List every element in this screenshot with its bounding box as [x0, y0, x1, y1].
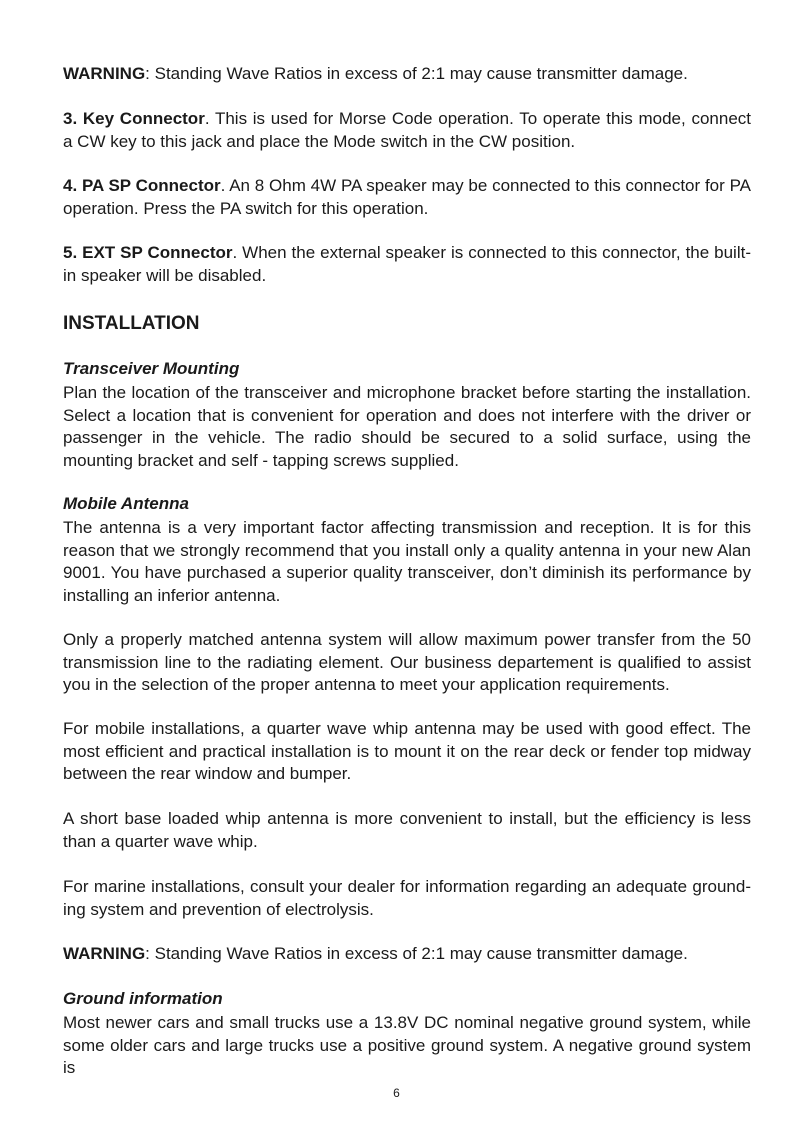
- mobile-antenna-paragraph-3: For mobile installations, a quarter wave whip antenna may be used with good effect. The most efficient and practical installation is to mount it on the rear deck or fender top midway between the rear window and bumper.: [63, 719, 751, 783]
- ext-sp-connector-label: 5. EXT SP Connector: [63, 243, 233, 262]
- warning-top: [63, 63, 751, 86]
- mobile-antenna-paragraph-2: Only a properly matched antenna system will allow maximum power transfer from the 50 transmission line to the radiating element. Our business departement is qualified to assist you in the selection of the proper antenna to meet your application requirements.: [63, 630, 751, 694]
- warning-label: WARNING: [63, 64, 146, 83]
- pa-sp-connector-label: 4. PA SP Connector: [63, 176, 221, 195]
- key-connector-label: 3. Key Connector: [63, 109, 205, 128]
- key-connector-text: . This is used for Morse Code operation. To operate this mode, connect a CW key to this jack and place the Mode switch in the CW position.: [63, 109, 751, 151]
- warning-text: : Standing Wave Ratios in excess of 2:1 may cause transmitter damage.: [145, 64, 688, 83]
- transceiver-mounting-heading: Transceiver Mounting: [63, 359, 240, 378]
- pa-sp-connector-text: . An 8 Ohm 4W PA speaker may be connected to this connector for PA operation. Press the PA switch for this operation.: [63, 176, 751, 218]
- ext-sp-connector-text: . When the external speaker is connected to this connector, the built-in speaker will be disabled.: [63, 243, 751, 285]
- installation-heading: INSTALLATION: [63, 313, 200, 334]
- mobile-antenna-paragraph-1: The antenna is a very important factor affecting transmission and reception. It is for this reason that we strongly recommend that you install only a quality antenna in your new Alan 9001. You have purchased a superior quality transceiver, don’t diminish its performance by installing an inferior antenna.: [63, 518, 751, 605]
- key-connector-paragraph: [63, 108, 751, 153]
- mobile-antenna-paragraph-5: For marine installations, consult your dealer for information regarding an adequate ground-ing system and prevention of electrolysis.: [63, 877, 751, 919]
- mobile-antenna-heading: Mobile Antenna: [63, 494, 189, 513]
- ground-information-text: Most newer cars and small trucks use a 13.8V DC nominal negative ground system, while some older cars and large trucks use a positive ground system. A negative ground system is: [63, 1013, 751, 1077]
- warning-bottom: [63, 943, 751, 966]
- page-number: 6: [393, 1086, 400, 1100]
- ext-sp-connector-paragraph: [63, 242, 751, 287]
- mobile-antenna-paragraph-4: A short base loaded whip antenna is more convenient to install, but the efficiency is less than a quarter wave whip.: [63, 809, 751, 851]
- transceiver-mounting-text: Plan the location of the transceiver and microphone bracket before starting the installation. Select a location that is convenient for operation and does not interfere with the driver or passenger in the vehicle. The radio should be secured to a solid surface, using the mounting bracket and self - tapping screws supplied.: [63, 383, 751, 470]
- warning-label: WARNING: [63, 944, 146, 963]
- warning-text: : Standing Wave Ratios in excess of 2:1 may cause transmitter damage.: [145, 944, 688, 963]
- pa-sp-connector-paragraph: [63, 175, 751, 220]
- ground-information-heading: Ground information: [63, 989, 223, 1008]
